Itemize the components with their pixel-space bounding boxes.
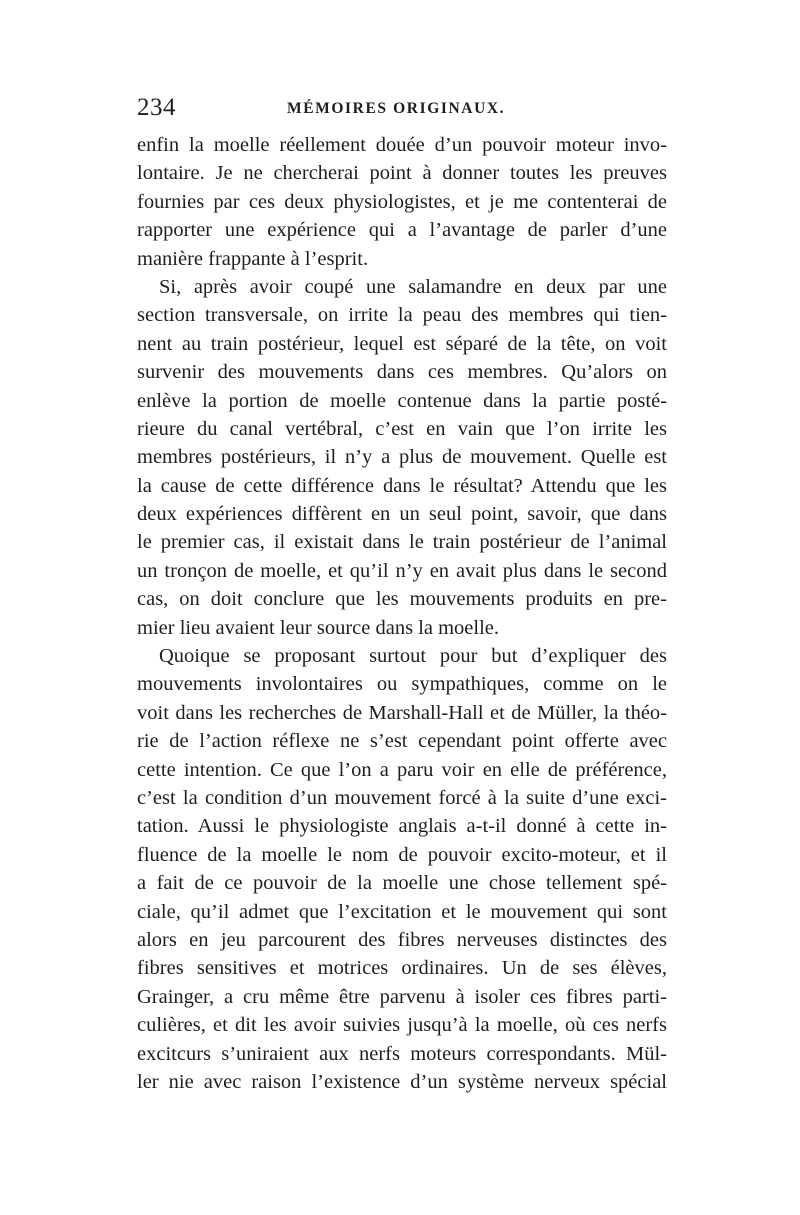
text-line: rieure du canal vertébral, c’est en vain que l’on irrite les [137,417,667,440]
text-line: deux expériences diffèrent en un seul point, savoir, que dans [137,503,667,526]
text-line: mier lieu avaient leur source dans la moelle. [137,616,500,639]
text-line: Si, après avoir coupé une salamandre en deux par une [159,275,667,298]
text-line: cas, on doit conclure que les mouvements produits en pre- [137,588,667,611]
text-line: membres postérieurs, il n’y a plus de mouvement. Quelle est [137,446,667,469]
text-line: voit dans les recherches de Marshall-Hall et de Müller, la théo- [137,701,667,724]
text-line: rie de l’action réflexe ne s’est cependant point offerte avec [137,730,667,753]
text-line: Grainger, a cru même être parvenu à isoler ces fibres parti- [137,985,667,1008]
text-line: la cause de cette différence dans le résultat? Attendu que les [137,474,667,497]
text-line: fournies par ces deux physiologistes, et je me contenterai de [137,190,667,213]
text-line: fluence de la moelle le nom de pouvoir excito-moteur, et il [137,843,667,866]
page-number: 234 [137,94,176,121]
running-head: MÉMOIRES ORIGINAUX. [287,100,506,117]
text-line: un tronçon de moelle, et qu’il n’y en avait plus dans le second [137,559,667,582]
text-line: section transversale, on irrite la peau des membres qui tien- [137,304,667,327]
text-line: rapporter une expérience qui a l’avantage de parler d’une [137,219,667,242]
page-header [137,94,667,124]
text-line: ler nie avec raison l’existence d’un système nerveux spécial [137,1070,667,1093]
text-line: Quoique se proposant surtout pour but d’expliquer des [159,645,667,668]
text-line: lontaire. Je ne chercherai point à donner toutes les preuves [137,162,667,185]
text-line: c’est la condition d’un mouvement forcé à la suite d’une exci- [137,786,667,809]
text-line: ciale, qu’il admet que l’excitation et le mouvement qui sont [137,900,667,923]
text-line: mouvements involontaires ou sympathiques, comme on le [137,673,667,696]
text-line: cette intention. Ce que l’on a paru voir en elle de préférence, [137,758,667,781]
text-line: le premier cas, il existait dans le train postérieur de l’animal [137,531,667,554]
text-line: enlève la portion de moelle contenue dans la partie posté- [137,389,667,412]
body-text [137,131,667,1096]
text-line: excitcurs s’uniraient aux nerfs moteurs correspondants. Mül- [137,1042,667,1065]
text-line: alors en jeu parcourent des fibres nerveuses distinctes des [137,928,667,951]
text-line: fibres sensitives et motrices ordinaires. Un de ses élèves, [137,957,667,980]
text-line: enfin la moelle réellement douée d’un pouvoir moteur invo- [137,134,667,156]
text-line: manière frappante à l’esprit. [137,247,369,270]
text-line: tation. Aussi le physiologiste anglais a-t-il donné à cette in- [137,815,667,838]
text-line: a fait de ce pouvoir de la moelle une chose tellement spé- [137,872,667,895]
text-line: survenir des mouvements dans ces membres. Qu’alors on [137,361,667,384]
text-line: culières, et dit les avoir suivies jusqu’à la moelle, où ces nerfs [137,1014,667,1037]
text-line: nent au train postérieur, lequel est séparé de la tête, on voit [137,332,667,355]
